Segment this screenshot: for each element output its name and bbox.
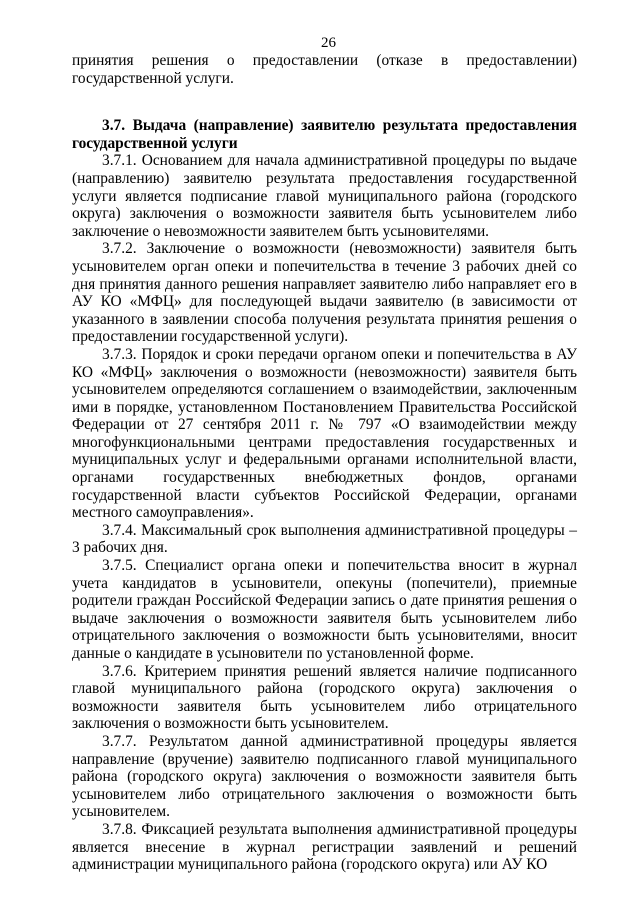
paragraph-3-7-8: 3.7.8. Фиксацией результата выполнения административной процедуры является внесение в журнал регистрации заявлений и решений администрации муниципального района (городского округа) или АУ КО xyxy=(72,820,577,874)
paragraph-3-7-3: 3.7.3. Порядок и сроки передачи органом опеки и попечительства в АУ КО «МФЦ» заключения о возможности (невозможности) заявителя быть усыновителем определяются соглашением о взаимодействии, заключенным ими в порядке, установленном Постановлением Правительства Российской Федерации от 27 сентября 2011 г. № 797 «О взаимодействии между многофункциональными центрами предоставления государственных и муниципальных услуг и федеральными органами исполнительной власти, органами государственных внебюджетных фондов, органами государственной власти субъектов Российской Федерации, органами местного самоуправления». xyxy=(72,345,577,522)
document-page xyxy=(72,34,577,874)
paragraph-3-7-4: 3.7.4. Максимальный срок выполнения административной процедуры – 3 рабочих дня. xyxy=(72,521,577,557)
paragraph-3-7-5: 3.7.5. Специалист органа опеки и попечительства вносит в журнал учета кандидатов в усыновители, опекуны (попечители), приемные родители граждан Российской Федерации запись о дате принятия решения о выдаче заключения о возможности заявителя быть усыновителем либо отрицательного заключения о возможности быть усыновителями, вносит данные о кандидате в усыновители по установленной форме. xyxy=(72,557,577,662)
paragraph-3-7-7: 3.7.7. Результатом данной административной процедуры является направление (вручение) заявителю подписанного главой муниципального района (городского округа) заключения о возможности заявителя быть усыновителем либо отрицательного заключения о возможности быть усыновителем. xyxy=(72,732,577,821)
page-number: 26 xyxy=(321,35,336,51)
continuation-paragraph: принятия решения о предоставлении (отказе в предоставлении) государственной услуги. xyxy=(72,52,577,87)
paragraph-3-7-2: 3.7.2. Заключение о возможности (невозможности) заявителя быть усыновителем орган опеки и попечительства в течение 3 рабочих дней со дня принятия данного решения направляет заявителю либо направляет его в АУ КО «МФЦ» для последующей выдачи заявителю (в зависимости от указанного в заявлении способа получения результата принятия решения о предоставлении государственной услуги). xyxy=(72,240,577,346)
paragraph-3-7-1: 3.7.1. Основанием для начала административной процедуры по выдаче (направлению) заявителю результата предоставления государственной услуги является подписание главой муниципального района (городского округа) заключения о возможности заявителя быть усыновителем либо заключение о невозможности заявителем быть усыновителями. xyxy=(72,152,577,240)
paragraph-3-7-6: 3.7.6. Критерием принятия решений является наличие подписанного главой муниципального района (городского округа) заключения о возможности заявителя быть усыновителем либо отрицательного заключения о возможности быть усыновителем. xyxy=(72,662,577,733)
section-heading: 3.7. Выдача (направление) заявителю результата предоставления государственной услуги xyxy=(72,117,577,152)
